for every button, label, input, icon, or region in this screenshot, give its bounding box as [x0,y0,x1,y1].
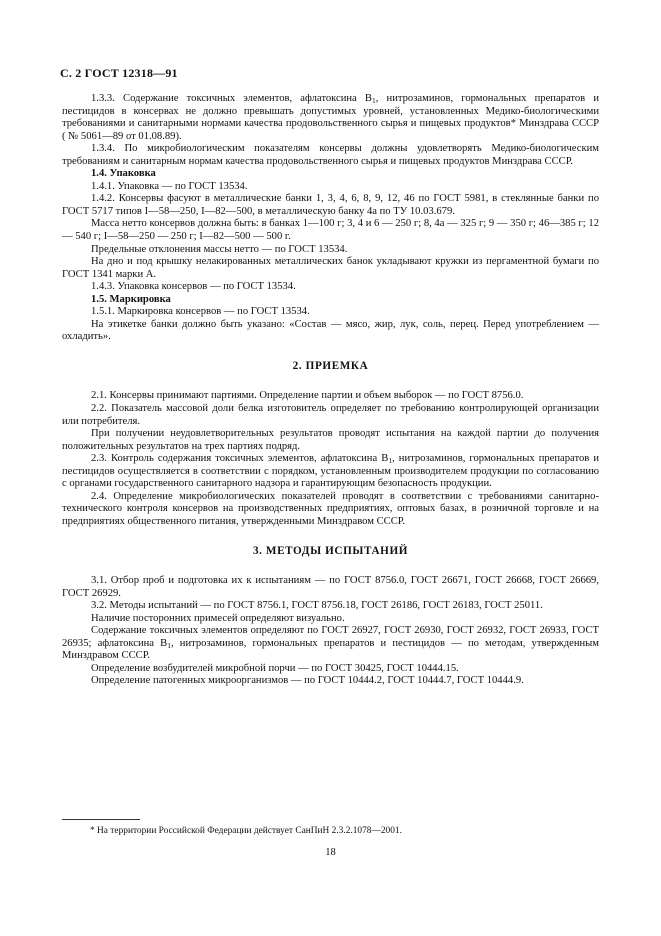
paragraph-1-5-1: 1.5.1. Маркировка консервов — по ГОСТ 13534. [91,306,310,318]
paragraph-1-3-3: 1.3.3. Содержание токсичных элементов, афлатоксина $В_1$, нитрозаминов, гормональных препаратов и пестицидов в консервах не должно превышать допустимых уровней, установленных Медико-биологическими требованиями и санитарными нормами качества продовольственного сырья и пищевых продуктов* Минздрава СССР ( № 5061—89 от 01.08.89). [62,93,599,142]
footnote: * На территории Российской Федерации действует СанПиН 2.3.2.1078—2001. [90,826,402,836]
document-body [62,93,599,688]
paragraph-2-4: 2.4. Определение микробиологических показателей проводят в соответствии с требованиями санитарно-технического контроля консервов на производственных предприятиях, оптовых базах, в розничной торговле и на предприятиях общественного питания, утвержденными Минздравом СССР. [62,490,599,527]
section-heading-acceptance: 2. ПРИЕМКА [292,359,369,372]
subsection-heading-marking: 1.5. Маркировка [91,293,171,305]
paragraph-impurities: Наличие посторонних примесей определяют визуально. [91,612,345,624]
paragraph-2-1: 2.1. Консервы принимают партиями. Определение партии и объем выборок — по ГОСТ 8756.0. [91,390,524,402]
paragraph-2-2-b: При получении неудовлетворительных результатов проводят испытания на каждой партии до получения положительных результатов на трех партиях подряд. [62,428,599,452]
paragraph-3-2: 3.2. Методы испытаний — по ГОСТ 8756.1, ГОСТ 8756.18, ГОСТ 26186, ГОСТ 26183, ГОСТ 25011. [91,600,543,612]
paragraph-1-4-1: 1.4.1. Упаковка — по ГОСТ 13534. [91,180,248,192]
paragraph-3-1: 3.1. Отбор проб и подготовка их к испытаниям — по ГОСТ 8756.0, ГОСТ 26671, ГОСТ 26668, ГОСТ 26669, ГОСТ 26929. [62,575,599,599]
page-header: С. 2 ГОСТ 12318—91 [60,66,178,80]
paragraph-parchment: На дно и под крышку нелакированных металлических банок укладывают кружки из пергаментной бумаги по ГОСТ 1341 марки А. [62,256,599,280]
paragraph-1-3-4: 1.3.4. По микробиологическим показателям консервы должны удовлетворять Медико-биологическим требованиям и санитарным нормам качества продовольственного сырья и пищевых продуктов Минздрава СССР. [62,143,599,167]
page-number: 18 [325,847,336,858]
footnote-divider [62,819,140,820]
section-heading-test-methods: 3. МЕТОДЫ ИСПЫТАНИЙ [252,544,409,557]
paragraph-toxic-elements: Содержание токсичных элементов определяют по ГОСТ 26927, ГОСТ 26930, ГОСТ 26932, ГОСТ 26933, ГОСТ 26935; афлатоксина $В_1$, нитрозаминов, гормональных препаратов и пестицидов — по методам, утвержденным Минздравом СССР. [62,625,599,662]
paragraph-2-2: 2.2. Показатель массовой доли белка изготовитель определяет по требованию контролирующей организации или потребителя. [62,403,599,427]
paragraph-1-4-2: 1.4.2. Консервы фасуют в металлические банки 1, 3, 4, 6, 8, 9, 12, 46 по ГОСТ 5981, в стеклянные банки по ГОСТ 5717 типов I—58—250, I—82—500, в металлическую банку 4а по ТУ 10.03.679. [62,193,599,217]
paragraph-spoilage: Определение возбудителей микробной порчи — по ГОСТ 30425, ГОСТ 10444.15. [91,662,459,674]
paragraph-net-mass: Масса нетто консервов должна быть: в банках 1—100 г; 3, 4 и 6 — 250 г; 8, 4а — 325 г; 9 — 350 г; 46—385 г; 12 — 540 г; I—58—250 — 250 г; I—82—500 — 500 г. [62,218,599,243]
subsection-heading-packaging: 1.4. Упаковка [91,168,156,180]
paragraph-2-3: 2.3. Контроль содержания токсичных элементов, афлатоксина $В_1$, нитрозаминов, гормональных препаратов и пестицидов осуществляется в соответствии с порядком, установленным производителем продукции по согласованию с органами государственного санитарного надзора и гарантирующим безопасность продукции. [62,453,599,490]
paragraph-1-4-3: 1.4.3. Упаковка консервов — по ГОСТ 13534. [91,281,296,293]
paragraph-mass-tolerance: Предельные отклонения массы нетто — по ГОСТ 13534. [91,243,348,255]
paragraph-pathogens: Определение патогенных микроорганизмов — по ГОСТ 10444.2, ГОСТ 10444.7, ГОСТ 10444.9. [91,675,524,687]
paragraph-label: На этикетке банки должно быть указано: «Состав — мясо, жир, лук, соль, перец. Перед употреблением — охладить». [62,318,599,343]
